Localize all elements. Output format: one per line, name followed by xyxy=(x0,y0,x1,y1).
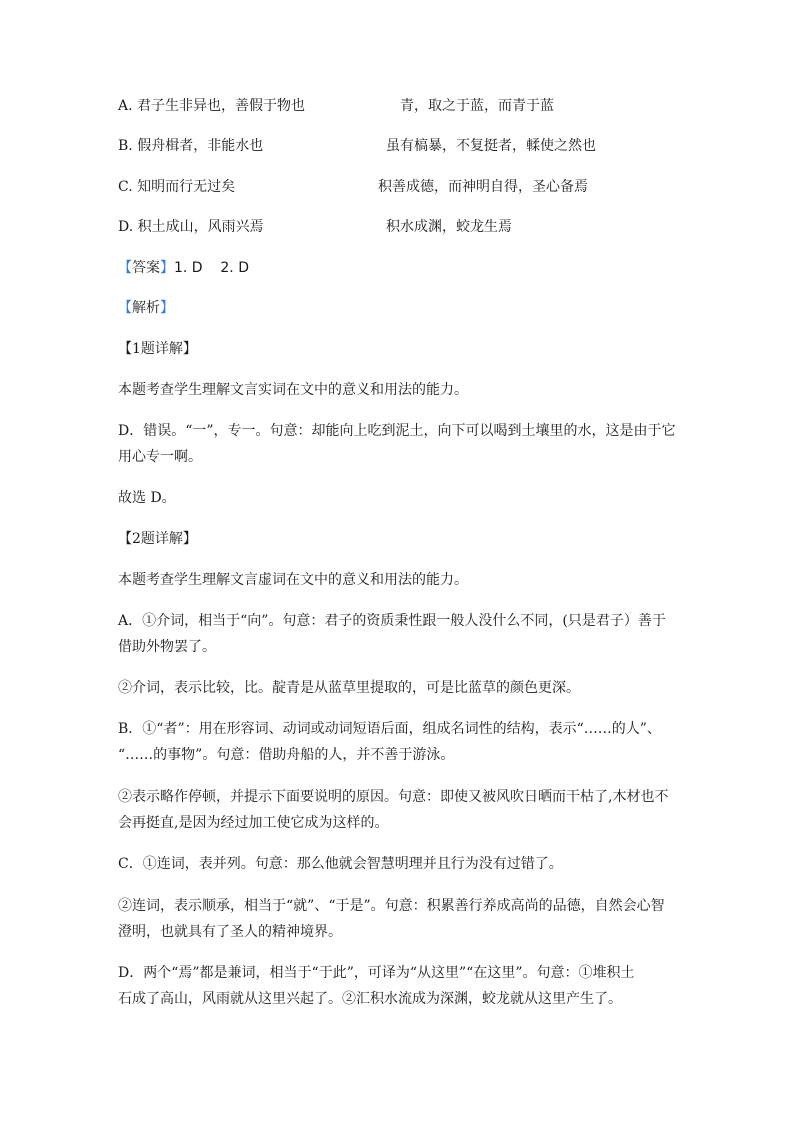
q2-c2-line1: ②连词，表示顺承，相当于“就”、“于是”。句意：积累善行养成高尚的品德，自然会心智 xyxy=(118,898,665,914)
q1-d-line2: 用心专一啊。 xyxy=(118,449,202,465)
option-c-right: 积善成德，而神明自得，圣心备焉 xyxy=(378,179,588,195)
q2-b2-line1: ②表示略作停顿，并提示下面要说明的原因。句意：即使又被风吹日晒而干枯了,木材也不 xyxy=(118,789,669,805)
q1-d-line1: D．错误。“一”，专一。句意：却能向上吃到泥土，向下可以喝到土壤里的水，这是由于它 xyxy=(118,423,676,439)
q1-heading: 【1题详解】 xyxy=(118,341,197,357)
answer-line xyxy=(118,258,249,278)
analysis-label: 解析 xyxy=(132,300,160,316)
analysis-heading xyxy=(118,298,174,318)
option-b-right: 虽有槁暴，不复挺者，輮使之然也 xyxy=(386,138,596,154)
q2-b1-line2: “……的事物”。句意：借助舟船的人，并不善于游泳。 xyxy=(118,747,455,763)
option-d-left: D. 积土成山，风雨兴焉 xyxy=(118,219,264,235)
q2-a2: ②介词，表示比较，比。靛青是从蓝草里提取的，可是比蓝草的颜色更深。 xyxy=(118,680,580,696)
option-a-left: A. 君子生非异也，善假于物也 xyxy=(118,98,306,114)
q2-d-line1: D．两个“焉”都是兼词，相当于“于此”，可译为“从这里”“在这里”。句意：①堆积土 xyxy=(118,965,635,981)
q2-intro: 本题考查学生理解文言虚词在文中的意义和用法的能力。 xyxy=(118,572,468,588)
q2-c1: C．①连词，表并列。句意：那么他就会智慧明理并且行为没有过错了。 xyxy=(118,856,563,872)
q1-conclusion: 故选 D。 xyxy=(118,490,176,506)
q2-a1-line1: A．①介词，相当于“向”。句意：君子的资质秉性跟一般人没什么不同，(只是君子）善于 xyxy=(118,613,666,629)
q2-b1-line1: B．①“者”：用在形容词、动词或动词短语后面，组成名词性的结构，表示“……的人”、 xyxy=(118,721,661,737)
q2-heading: 【2题详解】 xyxy=(118,531,197,547)
q2-b2-line2: 会再挺直,是因为经过加工使它成为这样的。 xyxy=(118,815,389,831)
option-b-left: B. 假舟楫者，非能水也 xyxy=(118,138,264,154)
answer-label: 答案 xyxy=(132,260,160,276)
q2-d-line2: 石成了高山，风雨就从这里兴起了。②汇积水流成为深渊，蛟龙就从这里产生了。 xyxy=(118,991,622,1007)
option-c-left: C. 知明而行无过矣 xyxy=(118,179,236,195)
answer-open-bracket: 【 xyxy=(118,260,132,276)
q2-a1-line2: 借助外物罢了。 xyxy=(118,639,216,655)
analysis-open-bracket: 【 xyxy=(118,300,132,316)
option-d-right: 积水成渊，蛟龙生焉 xyxy=(386,219,512,235)
option-a-right: 青，取之于蓝，而青于蓝 xyxy=(400,98,554,114)
q1-intro: 本题考查学生理解文言实词在文中的意义和用法的能力。 xyxy=(118,382,468,398)
answer-text: 1. D 2. D xyxy=(174,260,249,276)
answer-close-bracket: 】 xyxy=(160,260,174,276)
q2-c2-line2: 澄明，也就具有了圣人的精神境界。 xyxy=(118,924,342,940)
analysis-close-bracket: 】 xyxy=(160,300,174,316)
